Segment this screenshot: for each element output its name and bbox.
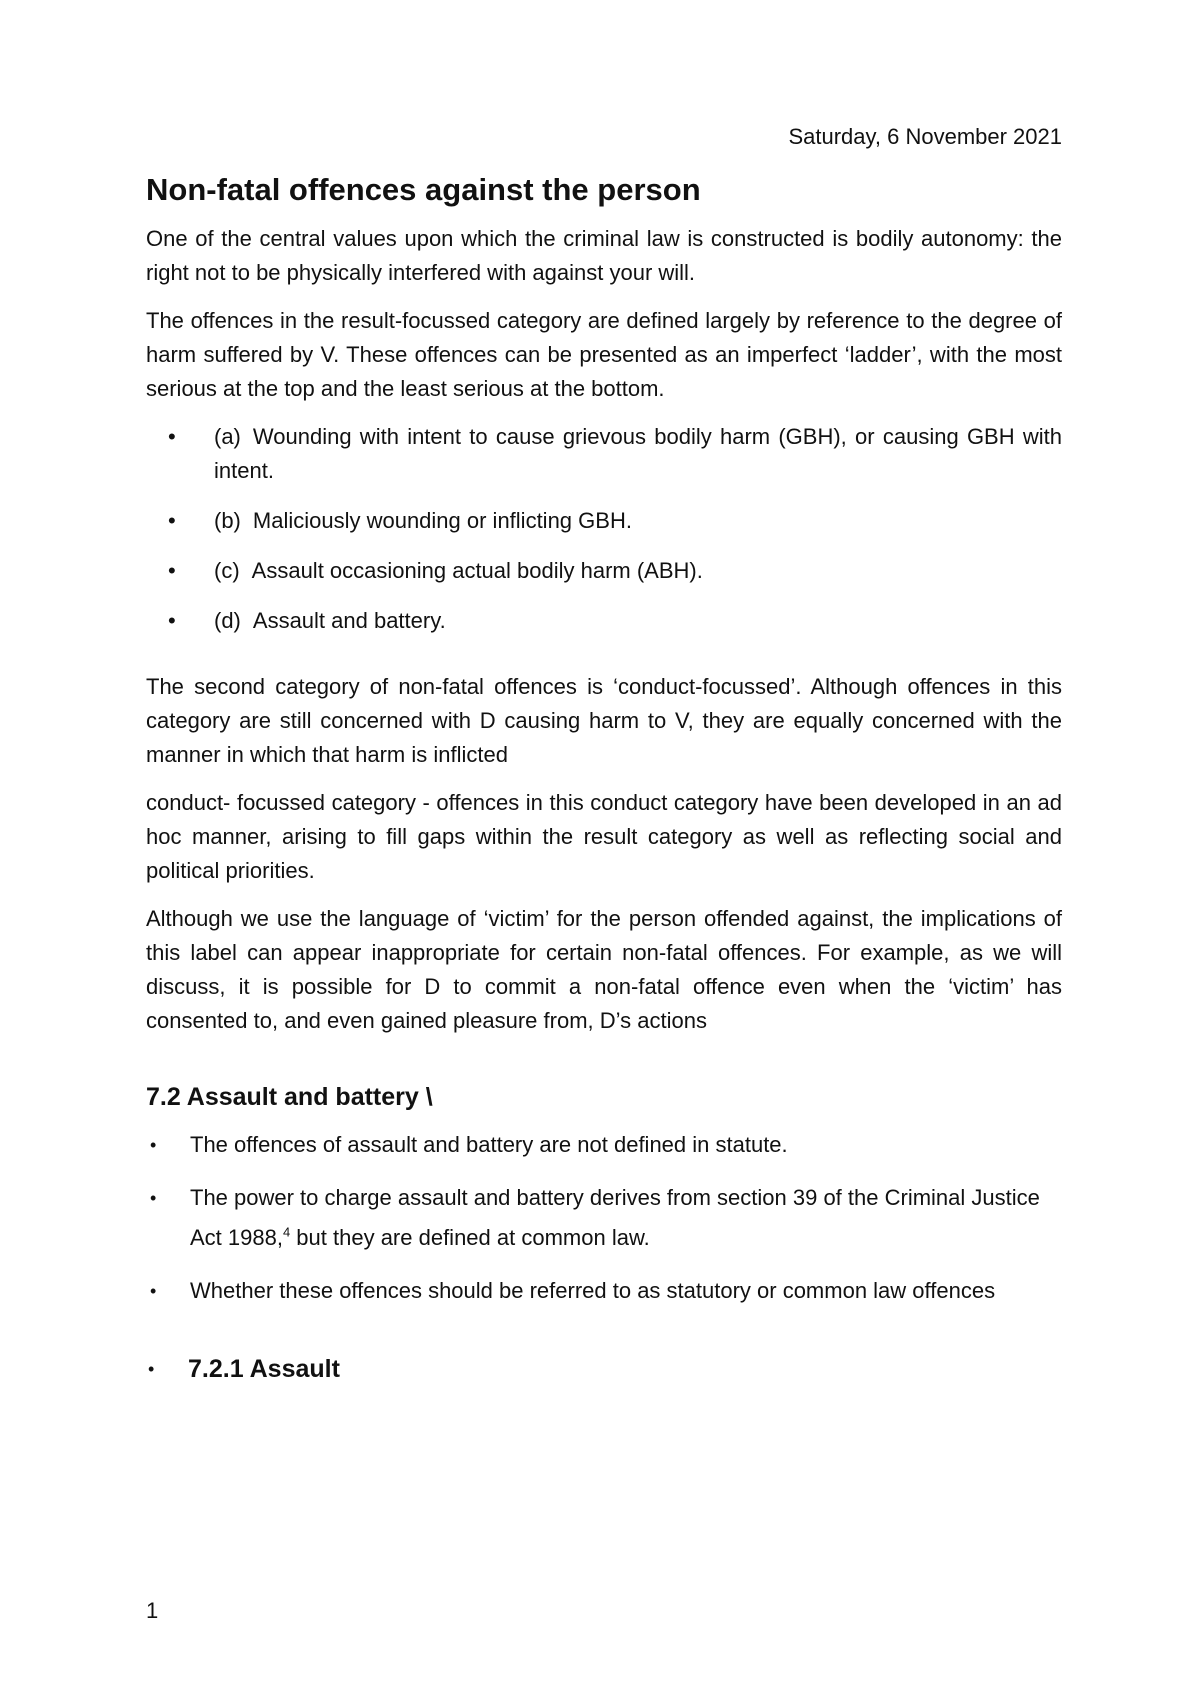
conduct-paragraph-2: conduct- focussed category - offences in this conduct category have been developed in an ad hoc manner, arising to fill gaps within the result category as well as reflecting social and political priorities.	[146, 790, 1062, 883]
section-heading-7-2: 7.2 Assault and battery \	[146, 1083, 433, 1111]
conduct-paragraph-3: Although we use the language of ‘victim’ for the person offended against, the implications of this label can appear inappropriate for certain non-fatal offences. For example, as we will discuss, it is possible for D to commit a non-fatal offence even when the ‘victim’ has consented to, and even gained pleasure from, D’s actions	[146, 906, 1062, 1033]
list-item-text: Whether these offences should be referred to as statutory or common law offences	[190, 1278, 996, 1303]
intro-paragraph-2: The offences in the result-focussed category are defined largely by reference to the degree of harm suffered by V. These offences can be presented as an imperfect ‘ladder’, with the most serious at the top and the least serious at the bottom.	[146, 308, 1062, 401]
bullet-icon: •	[150, 1281, 157, 1301]
list-item-text: Wounding with intent to cause grievous bodily harm (GBH), or causing GBH with intent.	[214, 424, 1062, 483]
bullet-icon: •	[168, 558, 176, 583]
conduct-paragraph-1: The second category of non-fatal offences is ‘conduct-focussed’. Although offences in this category are still concerned with D causing harm to V, they are equally concerned with the manner in which that harm is inflicted	[146, 674, 1062, 767]
list-item-text: The offences of assault and battery are not defined in statute.	[190, 1132, 788, 1157]
list-item	[146, 1128, 1062, 1162]
list-item-text: Maliciously wounding or inflicting GBH.	[252, 508, 632, 533]
list-item	[146, 1178, 1062, 1258]
list-item-text: Assault occasioning actual bodily harm (ABH).	[251, 558, 703, 583]
document-date: Saturday, 6 November 2021	[788, 124, 1062, 149]
list-item-letter: (b)	[214, 508, 241, 533]
section-heading-text: 7.2.1 Assault	[188, 1355, 340, 1383]
offence-ladder-list	[146, 420, 1062, 638]
list-item	[146, 1274, 1062, 1308]
footnote-reference[interactable]: 4	[282, 1224, 291, 1240]
page-title: Non-fatal offences against the person	[146, 172, 701, 207]
list-item	[146, 504, 1062, 538]
list-item	[146, 604, 1062, 638]
assault-battery-list	[146, 1128, 1062, 1308]
list-item-letter: (d)	[214, 608, 241, 633]
list-item-letter: (a)	[214, 424, 241, 449]
list-item	[146, 554, 1062, 588]
bullet-icon: •	[168, 608, 176, 633]
list-item-text: The power to charge assault and battery derives from section 39 of the Criminal Justice Act 1988,	[190, 1185, 1040, 1250]
bullet-icon: •	[168, 424, 176, 449]
section-heading-7-2-1	[146, 1352, 1062, 1386]
list-item-text-continued: but they are defined at common law.	[290, 1225, 650, 1250]
bullet-icon: •	[168, 508, 176, 533]
list-item-text: Assault and battery.	[252, 608, 446, 633]
list-item-letter: (c)	[214, 558, 240, 583]
bullet-icon: •	[148, 1359, 155, 1379]
bullet-icon: •	[150, 1188, 157, 1208]
intro-paragraph-1: One of the central values upon which the criminal law is constructed is bodily autonomy: the right not to be physically interfered with against your will.	[146, 226, 1062, 285]
page-number: 1	[146, 1598, 159, 1623]
page-content	[146, 120, 1062, 1386]
list-item	[146, 420, 1062, 488]
bullet-icon: •	[150, 1135, 157, 1155]
